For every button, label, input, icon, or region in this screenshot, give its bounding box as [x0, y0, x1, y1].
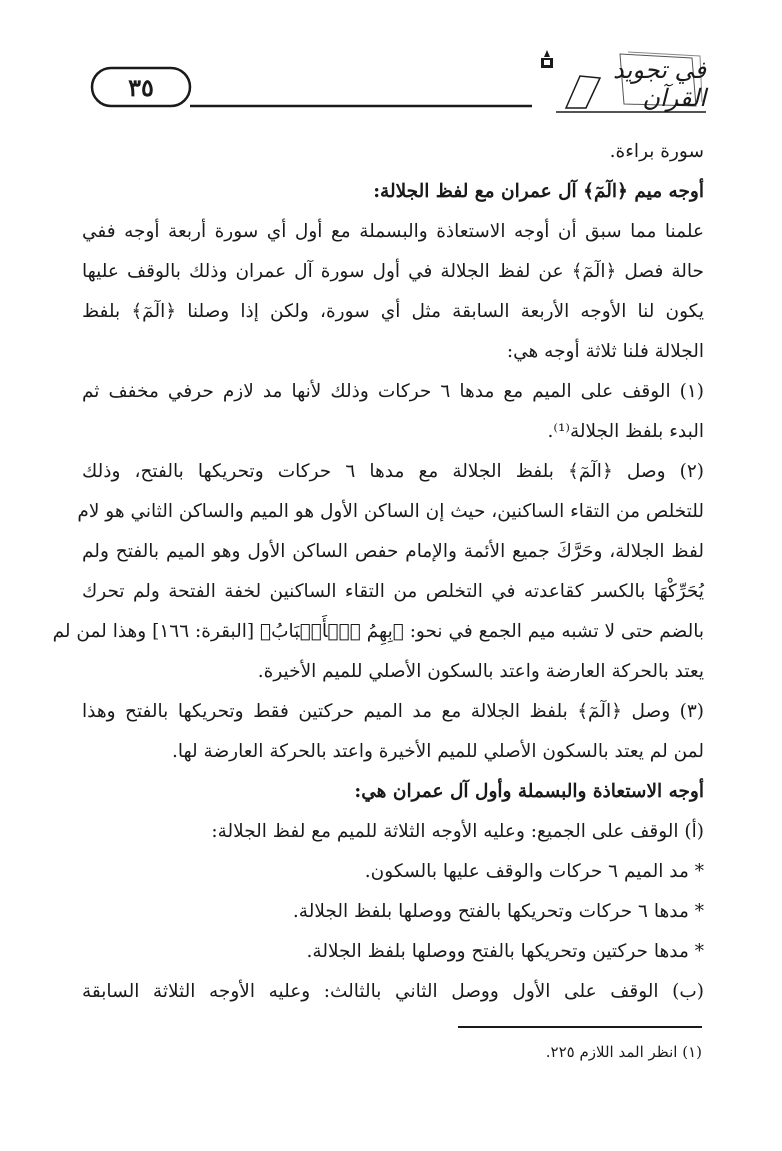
text-line: (ب) الوقف على الأول ووصل الثاني بالثالث: وعليه الأوجه الثلاثة السابقة: [82, 981, 704, 1002]
text-line: بالضم حتى لا تشبه ميم الجمع في نحو: ﴿بِهِمُ ٱلۡأَسۡبَابُ﴾ [البقرة: ١٦٦] وهذا لمن لم: [52, 621, 704, 642]
bullet-line: * مدها حركتين وتحريكها بالفتح ووصلها بلفظ الجلالة.: [306, 941, 704, 962]
page-header: [80, 48, 706, 118]
text-line: الجلالة فلنا ثلاثة أوجه هي:: [506, 341, 704, 362]
text-line: يعتد بالحركة العارضة واعتد بالسكون الأصلي للميم الأخيرة.: [257, 661, 704, 682]
text-line: يكون لنا الأوجه الأربعة السابقة مثل أي سورة، ولكن إذا وصلنا ﴿الٓمٓ﴾ بلفظ: [82, 301, 704, 322]
text-line: حالة فصل ﴿الٓمٓ﴾ عن لفظ الجلالة في أول سورة آل عمران وذلك بالوقف عليها: [82, 261, 704, 282]
text-line: (٢) وصل ﴿الٓمٓ﴾ بلفظ الجلالة مع مدها ٦ حركات وتحريكها بالفتح، وذلك: [82, 461, 704, 482]
text-line: (١) الوقف على الميم مع مدها ٦ حركات وذلك لأنها مد لازم حرفي مخفف ثم: [82, 381, 704, 402]
footnote: (١) انظر المد اللازم ٢٢٥.: [545, 1043, 702, 1061]
text-line: يُحَرِّكْهَا بالكسر كقاعدته في التخلص من التقاء الساكنين لخفة الفتحة ولم تحرك: [82, 581, 704, 602]
lamp-icon: [540, 48, 554, 70]
section-heading: أوجه الاستعاذة والبسملة وأول آل عمران هي:: [354, 781, 704, 802]
bullet-line: * مد الميم ٦ حركات والوقف عليها بالسكون.: [364, 861, 704, 882]
section-heading: أوجه ميم ﴿الٓمٓ﴾ آل عمران مع لفظ الجلالة:: [373, 181, 704, 202]
page-number: ٣٥: [128, 72, 154, 102]
footnote-divider: [458, 1026, 702, 1028]
text-line: للتخلص من التقاء الساكنين، حيث إن الساكن الأول هو الميم والساكن الثاني هو لام: [77, 501, 704, 522]
book-title-logo: في تجويد القرآن: [613, 56, 706, 112]
bullet-line: * مدها ٦ حركات وتحريكها بالفتح ووصلها بلفظ الجلالة.: [292, 901, 704, 922]
page-body: [52, 132, 704, 1012]
text-line: علمنا مما سبق أن أوجه الاستعاذة والبسملة مع أول أي سورة أربعة أوجه ففي: [82, 221, 704, 242]
text-line: (أ) الوقف على الجميع: وعليه الأوجه الثلاثة للميم مع لفظ الجلالة:: [211, 821, 704, 842]
text-line: لفظ الجلالة، وحَرَّكَ جميع الأئمة والإمام حفص الساكن الأول وهو الميم بالفتح ولم: [82, 541, 704, 562]
text-line: البدء بلفظ الجلالة⁽¹⁾.: [547, 421, 704, 442]
text-line: سورة براءة.: [609, 141, 704, 162]
text-line: لمن لم يعتد بالسكون الأصلي للميم الأخيرة واعتد بالحركة العارضة لها.: [171, 741, 704, 762]
text-line: (٣) وصل ﴿الٓمٓ﴾ بلفظ الجلالة مع مد الميم حركتين فقط وتحريكها بالفتح وهذا: [82, 701, 704, 722]
